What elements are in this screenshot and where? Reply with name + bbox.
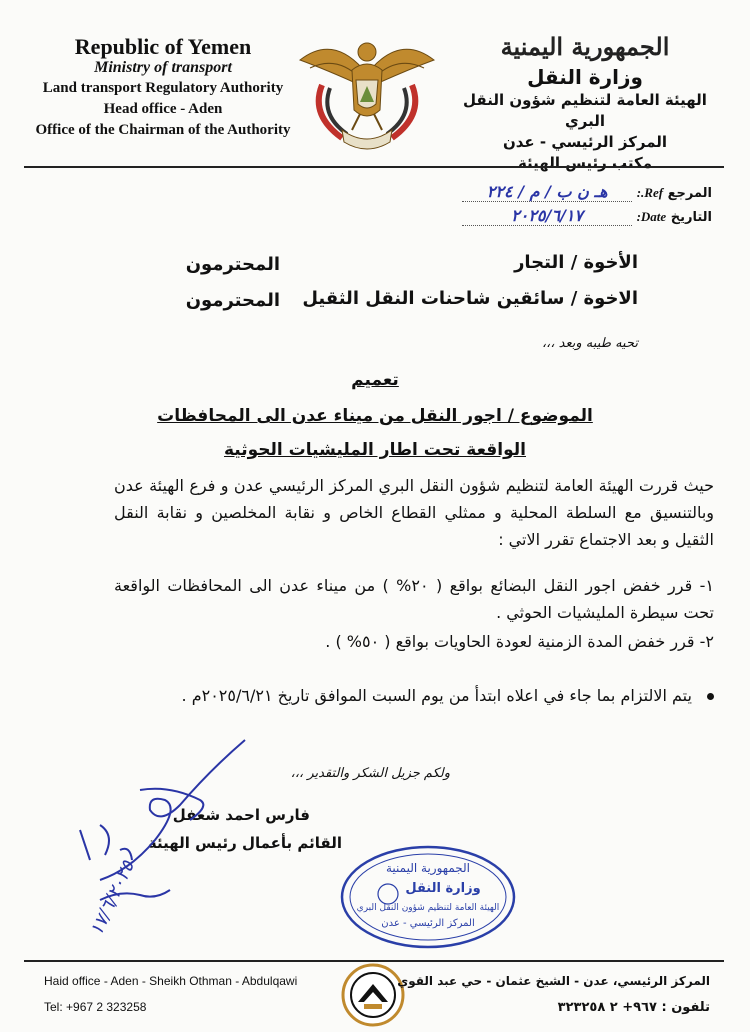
- subject-line-1: الموضوع / اجور النقل من ميناء عدن الى المحافظات: [157, 406, 593, 426]
- stamp-line-4: المركز الرئيسي - عدن: [381, 918, 475, 929]
- header-authority-ar: الهيئة العامة لتنظيم شؤون النقل البري: [463, 91, 707, 130]
- handwritten-signature-icon: [60, 730, 270, 930]
- header-ministry-en: Ministry of transport: [94, 59, 232, 76]
- decision-2: ٢- قرر خفض المدة الزمنية لعودة الحاويات بواقع ( ٥٠% ) .: [325, 632, 714, 651]
- stamp-line-1: الجمهورية اليمنية: [385, 861, 471, 875]
- body-paragraph: حيث قررت الهيئة العامة لتنظيم شؤون النقل البري المركز الرئيسي عدن و فرع الهيئة عدن وبالتنسيق مع السلطة المحلية و ممثلي القطاع الخاص و نقابة المخلصين و نقابة النقل الثقيل و بعد الاجتماع تقرر الاتي :: [114, 476, 714, 549]
- header-chairman-ar: مكتب رئيس الهيئة: [517, 154, 653, 172]
- footer-tel-en: Tel: +967 2 323258: [44, 1000, 147, 1014]
- yemen-eagle-emblem: [292, 30, 442, 160]
- ref-value: هـ ن ب / م / ٢٢٤: [462, 182, 632, 202]
- handwritten-date: ١٧/٦/٢٠٢٥: [86, 857, 139, 939]
- date-label-ar: التاريخ: [670, 210, 712, 225]
- reference-line: [462, 182, 712, 202]
- addressee-1: الأخوة / التجار: [514, 252, 638, 273]
- bullet-note-text: يتم الالتزام بما جاء في اعلاه ابتدأ من يوم السبت الموافق تاريخ ٢٠٢٥/٦/٢١م .: [181, 686, 692, 705]
- bullet-dot-icon: [707, 693, 714, 700]
- header-ministry-ar: وزارة النقل: [527, 65, 643, 89]
- closing-text: ولكم جزيل الشكر والتقدير ،،،: [290, 766, 450, 781]
- header-authority-en: Land transport Regulatory Authority: [42, 80, 284, 96]
- date-line: [462, 206, 712, 226]
- signatory-name: فارس احمد شعفل: [172, 806, 310, 824]
- addressee-2-honorific: المحترمون: [185, 290, 280, 311]
- date-value: ٢٠٢٥/٦/١٧: [462, 206, 632, 226]
- header-office-ar: المركز الرئيسي - عدن: [502, 133, 668, 151]
- addressee-1-honorific: المحترمون: [185, 254, 280, 275]
- header-english: [28, 36, 298, 141]
- stamp-line-3: الهيئة العامة لتنظيم شؤون النقل البري: [356, 903, 500, 913]
- date-label-en: Date:: [636, 209, 667, 224]
- footer-tel-ar: تلفون : ٩٦٧+ ٢ ٣٢٣٢٥٨: [557, 1000, 710, 1015]
- ref-label-ar: المرجع: [667, 186, 712, 201]
- signatory-title: القائم بأعمال رئيس الهيئة: [147, 834, 342, 852]
- subject-line-2: الواقعة تحت اطار المليشيات الحوثية: [224, 440, 526, 460]
- footer-address-en: Haid office - Aden - Sheikh Othman - Abdulqawi: [44, 974, 298, 988]
- stamp-line-2: وزارة النقل: [405, 881, 481, 896]
- circular-title: تعميم: [351, 370, 399, 390]
- header-chairman-en: Office of the Chairman of the Authority: [35, 122, 291, 138]
- authority-logo-icon: [338, 962, 408, 1028]
- header-divider: [24, 166, 724, 168]
- greeting: تحيه طيبه وبعد ،،،: [541, 336, 638, 351]
- header-office-en: Head office - Aden: [103, 101, 223, 117]
- ref-label-en: Ref.:: [636, 185, 664, 200]
- bullet-note: [114, 682, 714, 709]
- header-arabic: [450, 30, 720, 174]
- header-country-ar: الجمهورية اليمنية: [500, 32, 670, 61]
- addressee-2: الاخوة / سائقين شاحنات النقل الثقيل: [302, 288, 638, 309]
- footer-address-ar: المركز الرئيسي، عدن - الشيخ عثمان - حي عبد القوي: [397, 974, 710, 988]
- official-stamp-icon: [338, 842, 518, 952]
- decision-1: ١- قرر خفض اجور النقل البضائع بواقع ( ٢٠% ) من ميناء عدن الى المحافظات الواقعة تحت سيطرة المليشيات الحوثي .: [114, 576, 715, 622]
- header-country-en: Republic of Yemen: [74, 34, 252, 59]
